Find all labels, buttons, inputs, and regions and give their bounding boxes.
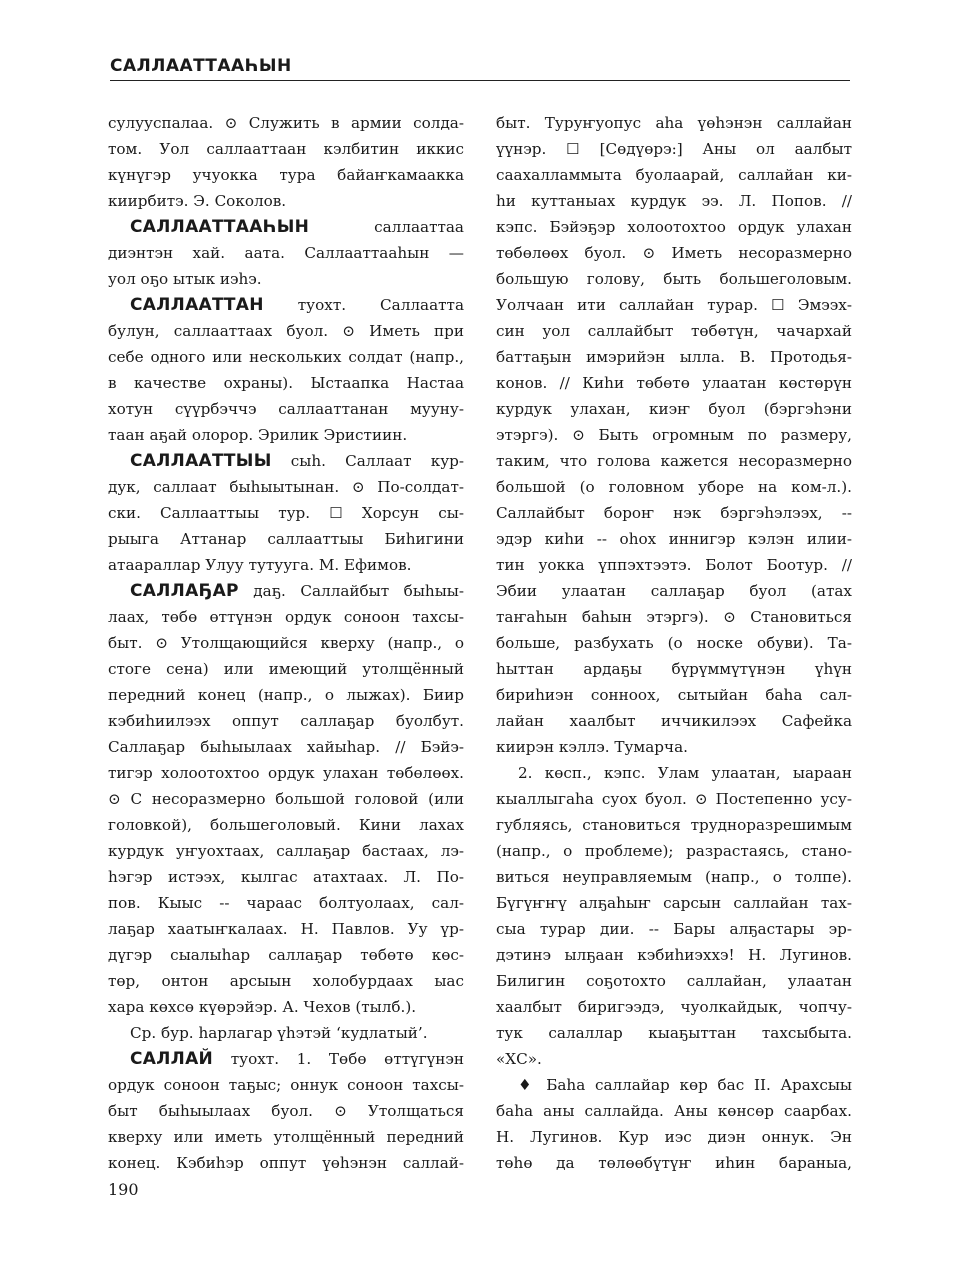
text-line [496,1020,852,1046]
text-line [108,162,464,188]
text-line [108,344,464,370]
text-line [496,578,852,604]
line-text: Ср. бур. һарлагар үһэтэй ‘кудлатый’. [130,1024,428,1042]
line-text: курдук улахан, киэҥ буол (бэргэһэни [496,400,852,418]
line-text: күнүгэр учуокка тура байаҥкамаакка [108,166,464,184]
text-line [496,994,852,1020]
line-text: ордук соноон таҕыс; оннук соноон тахсы- [108,1076,464,1094]
line-text: кэпс. Бэйэҕэр холоотохтоо ордук улахан [496,218,852,236]
text-line [108,942,464,968]
line-text: Бүгүҥҥү алҕаһыҥ сарсын саллайан тах- [496,894,852,912]
text-line [496,448,852,474]
running-header [110,56,850,81]
line-text: хаалбыт биригээдэ, чуолкайдык, чопчу- [496,998,852,1016]
line-text: конов. // Киһи төбөтө улаатан көстөрүн [496,374,852,392]
text-line [108,656,464,682]
text-line [108,448,464,474]
text-line [108,1098,464,1124]
line-text: төбөлөөх буол. ⊙ Иметь несоразмерно [496,244,852,262]
line-text: кверху или иметь утолщённый передний [108,1128,464,1146]
line-text: Н. Лугинов. Кур иэс диэн оннук. Эн [496,1128,852,1146]
page-number: 190 [108,1180,139,1199]
line-text: киирбитэ. Э. Соколов. [108,192,287,210]
line-text: сыа турар дии. -- Бары алҕастары эр- [496,920,852,938]
line-text: киирэн кэллэ. Тумарча. [496,738,688,756]
text-line [108,474,464,500]
line-text: губляясь, становиться трудноразрешимым [496,816,852,834]
text-line [108,292,464,318]
line-text: «ХС». [496,1050,542,1068]
text-line [108,708,464,734]
text-line [108,1020,464,1046]
text-line [108,760,464,786]
text-line [108,396,464,422]
line-text: саллааттаа [309,218,464,236]
text-line [108,370,464,396]
line-text: һыттан ардаҕы бүрүммүтүнэн үһүн [496,660,852,678]
text-line [496,968,852,994]
text-line [496,344,852,370]
text-line [496,422,852,448]
text-line [108,188,464,214]
line-text: булун, саллааттаах буол. ⊙ Иметь при [108,322,464,340]
text-line [496,786,852,812]
line-text: больше, разбухать (о носке обуви). Та- [496,634,852,652]
line-text: себе одного или нескольких солдат (напр., [108,348,464,366]
entry-headword: САЛЛААТТААҺЫН [130,217,310,237]
text-line [496,292,852,318]
line-text: эдэр киһи -- оһох иннигэр кэлэн илии- [496,530,852,548]
text-line [108,1150,464,1176]
line-text: атаараллар Улуу тутууга. М. Ефимов. [108,556,412,574]
line-text: баттаҕын имэрийэн ылла. В. Протодья- [496,348,852,366]
text-line [496,266,852,292]
line-text: Уолчаан ити саллайан турар. ☐ Эмээх- [496,296,852,314]
text-line [496,1072,852,1098]
text-line [496,1150,852,1176]
left-column [108,110,464,1176]
line-text: (напр., о проблеме); разрастаясь, стано- [496,842,852,860]
line-text: тин уокка үппэхтээтэ. Болот Боотур. // [496,556,852,574]
entry-headword: САЛЛААТТАН [130,295,264,315]
line-text: том. Уол саллааттаан кэлбитин иккис [108,140,464,158]
line-text: төһө да төлөөбүтүҥ иһин бараныа, [496,1154,852,1172]
line-text: 2. көсп., кэпс. Улам улаатан, ыараан [518,764,852,782]
text-line [108,812,464,838]
line-text: лаҕар хаатыҥкалаах. Н. Павлов. Уу үр- [108,920,464,938]
line-text: рыыга Аттанар саллааттыы Биһигини [108,530,464,548]
right-column [496,110,852,1176]
line-text: хара көхсө күөрэйэр. А. Чехов (тылб.). [108,998,417,1016]
text-line [108,526,464,552]
text-line [496,552,852,578]
text-line [108,500,464,526]
line-text: үүнэр. ☐ [Сөдүөрэ:] Аны ол аалбыт [496,140,852,158]
text-line [108,266,464,292]
line-text: уол оҕо ытык иэһэ. [108,270,262,288]
text-line [108,214,464,240]
line-text: кыаллыгаһа суох буол. ⊙ Постепенно усу- [496,790,852,808]
line-text: быт быһыылаах буол. ⊙ Утолщаться [108,1102,464,1120]
line-text: төр, онтон арсыын холобурдаах ыас [108,972,464,990]
text-line [496,916,852,942]
text-line [496,1046,852,1072]
text-line [496,214,852,240]
line-text: даҕ. Саллайбыт быһыы- [238,582,464,600]
line-text: дэтинэ ылҕаан кэбиһиэххэ! Н. Лугинов. [496,946,852,964]
text-line [108,994,464,1020]
text-line [496,838,852,864]
line-text: тигэр холоотохтоо ордук улахан төбөлөөх. [108,764,464,782]
line-text: курдук уҥуохтаах, саллаҕар бастаах, лэ- [108,842,464,860]
text-line [108,240,464,266]
text-line [496,682,852,708]
line-text: диэнтэн хай. аата. Саллааттааһын — [108,244,464,262]
line-text: быт. Туруҥуопус аһа үөһэнэн саллайан [496,114,852,132]
line-text: хотун сүүрбэччэ саллааттанан мууну- [108,400,464,418]
text-line [496,812,852,838]
text-line [108,1046,464,1072]
line-text: саахалламмыта буолаарай, саллайан ки- [496,166,852,184]
line-text: головкой), большеголовый. Кини лахах [108,816,464,834]
line-text: тук салаллар кыаҕыттан тахсыбыта. [496,1024,852,1042]
text-line [496,136,852,162]
text-line [496,526,852,552]
text-line [496,656,852,682]
text-line [496,708,852,734]
entry-headword: САЛЛААТТЫЫ [130,451,272,471]
line-text: в качестве охраны). Ыстаапка Настаа [108,374,464,392]
text-line [108,838,464,864]
line-text: этэргэ). ⊙ Быть огромным по размеру, [496,426,852,444]
text-line [496,188,852,214]
text-line [496,474,852,500]
line-text: таким, что голова кажется несоразмерно [496,452,852,470]
line-text: виться неуправляемым (напр., о толпе). [496,868,852,886]
text-line [496,240,852,266]
text-line [108,110,464,136]
text-line [496,864,852,890]
text-line [108,734,464,760]
text-line [108,968,464,994]
line-text: передний конец (напр., о лыжах). Биир [108,686,464,704]
line-text: большую голову, быть большеголовым. [496,270,852,288]
entry-headword: САЛЛАҔАР [130,581,239,601]
line-text: һи куттаныах курдук ээ. Л. Попов. // [496,192,852,210]
line-text: быт. ⊙ Утолщающийся кверху (напр., о [108,634,464,652]
text-line [496,760,852,786]
line-text: ски. Саллааттыы тур. ☐ Хорсун сы- [108,504,464,522]
line-text: Саллайбыт бороҥ нэк бэргэһэлээх, -- [496,504,852,522]
text-line [108,552,464,578]
line-text: дүгэр сыалыһар саллаҕар төбөтө көс- [108,946,464,964]
line-text: лайан хаалбыт иччикилээх Сафейка [496,712,852,730]
text-line [108,864,464,890]
text-line [496,500,852,526]
text-line [496,734,852,760]
text-line [496,396,852,422]
line-text: баһа аны саллайда. Аны көнсөр саарбах. [496,1102,852,1120]
text-line [108,916,464,942]
text-line [496,942,852,968]
text-line [496,890,852,916]
line-text: конец. Кэбиһэр оппут үөһэнэн саллай- [108,1154,464,1172]
line-text: таан аҕай олорор. Эрилик Эристиин. [108,426,408,444]
text-line [108,1072,464,1098]
line-text: кэбиһиилээх оппут саллаҕар буолбут. [108,712,464,730]
text-line [108,136,464,162]
text-line [496,1098,852,1124]
line-text: ♦ Баһа саллайар көр бас II. Арахсыы [518,1076,852,1094]
text-line [496,162,852,188]
line-text: ⊙ С несоразмерно большой головой (или [108,790,464,808]
line-text: Эбии улаатан саллаҕар буол (атах [496,582,852,600]
text-line [108,682,464,708]
line-text: дук, саллаат быһыытынан. ⊙ По-солдат- [108,478,464,496]
line-text: һэгэр истээх, кылгас атахтаах. Л. По- [108,868,464,886]
text-line [496,1124,852,1150]
text-line [108,578,464,604]
entry-headword: САЛЛАЙ [130,1049,214,1069]
text-line [108,422,464,448]
line-text: Саллаҕар быһыылаах хайыһар. // Бэйэ- [108,738,464,756]
text-line [496,318,852,344]
line-text: стоге сена) или имеющий утолщённый [108,660,464,678]
line-text: большой (о головном уборе на ком-л.). [496,478,852,496]
text-line [108,318,464,344]
line-text: Билигин соҕотохто саллайан, улаатан [496,972,852,990]
text-line [108,1124,464,1150]
line-text: пов. Кыыс -- чараас болтуолаах, сал- [108,894,464,912]
line-text: син уол саллайбыт төбөтүн, чачархай [496,322,852,340]
text-line [496,604,852,630]
running-header-title: САЛЛААТТААҺЫН [110,56,292,76]
line-text: сыһ. Саллаат кур- [271,452,464,470]
text-line [108,604,464,630]
text-line [108,630,464,656]
line-text: бириһиэн сонноох, сытыйан баһа сал- [496,686,852,704]
text-line [108,890,464,916]
line-text: сулууспалаа. ⊙ Служить в армии солда- [108,114,464,132]
line-text: туохт. Саллаатта [263,296,464,314]
line-text: туохт. 1. Төбө өттүгүнэн [213,1050,464,1068]
line-text: таҥаһын баһын этэргэ). ⊙ Становиться [496,608,852,626]
text-line [496,370,852,396]
text-line [496,110,852,136]
text-line [496,630,852,656]
text-line [108,786,464,812]
line-text: лаах, төбө өттүнэн ордук соноон тахсы- [108,608,464,626]
